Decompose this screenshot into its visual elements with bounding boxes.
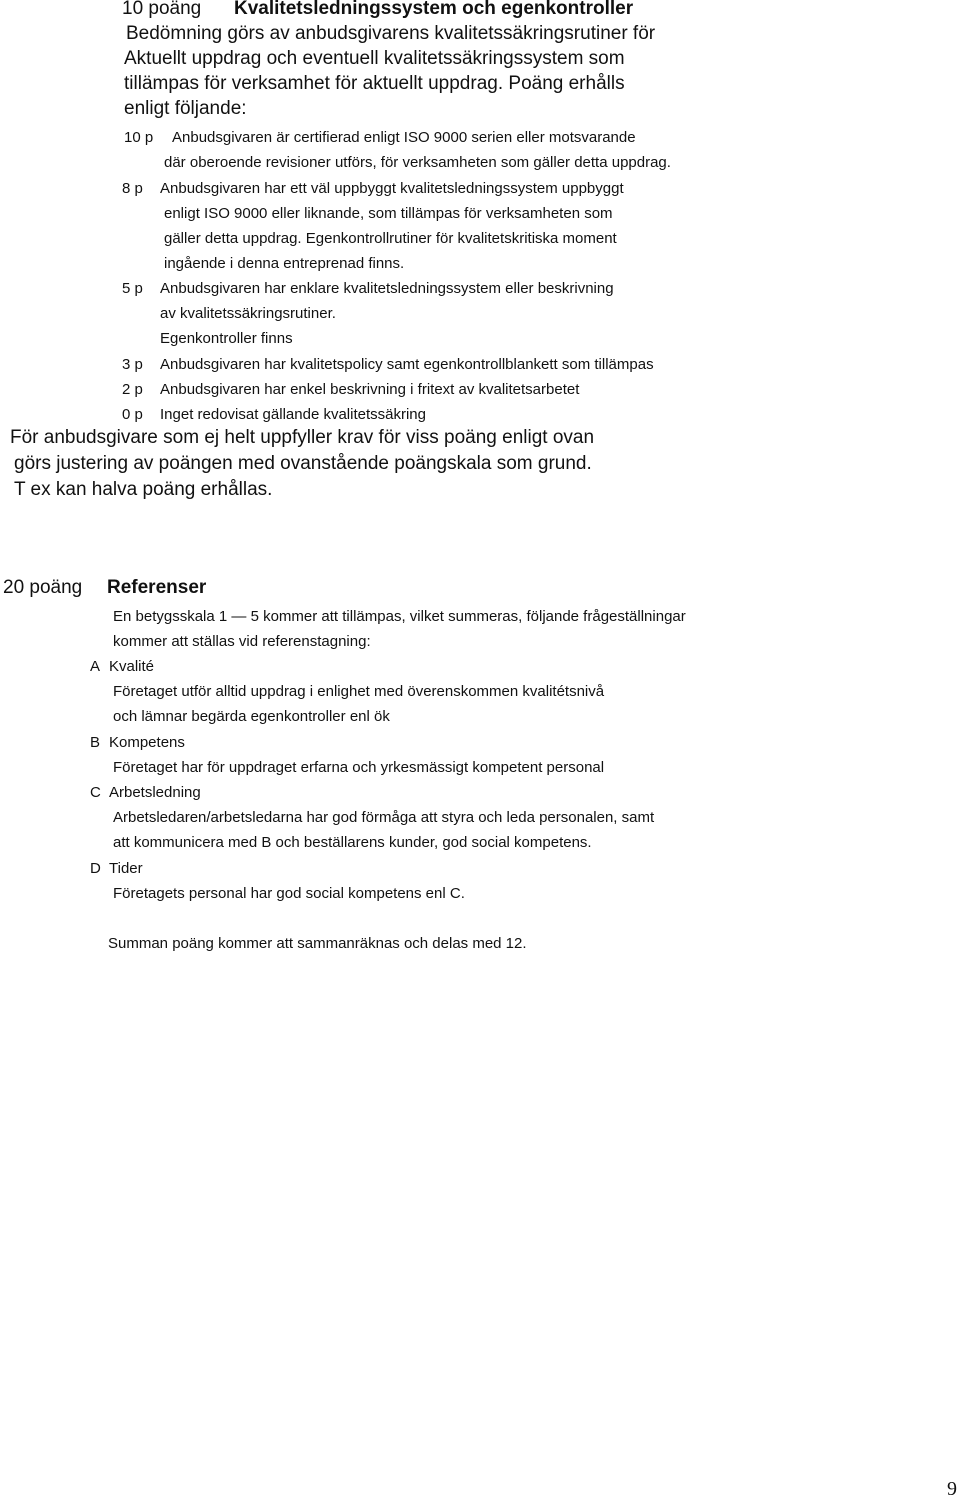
score-label: 5 p [122, 280, 143, 297]
intro-line: enligt följande: [124, 98, 247, 119]
score-label: 8 p [122, 180, 143, 197]
score-label: 10 p [124, 129, 154, 146]
score-label: 2 p [122, 381, 143, 398]
criterion-letter: A [90, 658, 101, 675]
score-text: ingående i denna entreprenad finns. [164, 255, 405, 272]
section-title: Kvalitetsledningssystem och egenkontroller [234, 0, 634, 19]
score-text: gäller detta uppdrag. Egenkontrollrutiner för kvalitetskritiska moment [164, 230, 617, 247]
score-text: Anbudsgivaren är certifierad enligt ISO 9000 serien eller motsvarande [172, 129, 636, 146]
intro-line: kommer att ställas vid referenstagning: [113, 633, 371, 650]
criterion-text: och lämnar begärda egenkontroller enl ök [113, 708, 390, 725]
score-text: av kvalitetssäkringsrutiner. [160, 305, 336, 322]
criterion-name: Tider [109, 860, 143, 877]
criterion-name: Kompetens [109, 734, 185, 751]
criterion-text: Företaget utför alltid uppdrag i enlighet med överenskommen kvalitétsnivå [113, 683, 605, 700]
score-text: Inget redovisat gällande kvalitetssäkring [160, 406, 426, 423]
adjustment-line: För anbudsgivare som ej helt uppfyller krav för viss poäng enligt ovan [10, 427, 595, 448]
intro-line: En betygsskala 1 — 5 kommer att tillämpas, vilket summeras, följande frågeställningar [113, 608, 686, 625]
score-text: Anbudsgivaren har enklare kvalitetsledningssystem eller beskrivning [160, 280, 614, 297]
score-text: enligt ISO 9000 eller liknande, som tillämpas för verksamheten som [164, 205, 613, 222]
score-text: där oberoende revisioner utförs, för verksamheten som gäller detta uppdrag. [164, 154, 671, 171]
score-text: Egenkontroller finns [160, 330, 293, 347]
adjustment-line: T ex kan halva poäng erhållas. [14, 479, 273, 500]
section-points: 10 poäng [122, 0, 202, 19]
criterion-letter: C [90, 784, 101, 801]
intro-line: Aktuellt uppdrag och eventuell kvalitetssäkringssystem som [124, 48, 625, 69]
criterion-text: Företaget har för uppdraget erfarna och yrkesmässigt kompetent personal [113, 759, 605, 776]
criterion-name: Arbetsledning [109, 784, 201, 801]
score-text: Anbudsgivaren har ett väl uppbyggt kvalitetsledningssystem uppbyggt [160, 180, 624, 197]
intro-line: tillämpas för verksamhet för aktuellt uppdrag. Poäng erhålls [124, 73, 625, 94]
criterion-text: Företagets personal har god social kompetens enl C. [113, 885, 465, 902]
summary-text: Summan poäng kommer att sammanräknas och delas med 12. [108, 935, 527, 952]
score-label: 3 p [122, 356, 143, 373]
criterion-text: Arbetsledaren/arbetsledarna har god förmåga att styra och leda personalen, samt [113, 809, 655, 826]
score-text: Anbudsgivaren har kvalitetspolicy samt egenkontrollblankett som tillämpas [160, 356, 654, 373]
score-text: Anbudsgivaren har enkel beskrivning i fritext av kvalitetsarbetet [160, 381, 580, 398]
section-title: Referenser [107, 577, 207, 598]
score-label: 0 p [122, 406, 143, 423]
page-number: 9 [947, 1478, 957, 1500]
intro-line: Bedömning görs av anbudsgivarens kvalitetssäkringsrutiner för [126, 23, 656, 44]
criterion-text: att kommunicera med B och beställarens kunder, god social kompetens. [113, 834, 592, 851]
adjustment-line: görs justering av poängen med ovanstående poängskala som grund. [14, 453, 592, 474]
criterion-letter: D [90, 860, 101, 877]
section-points: 20 poäng [3, 577, 83, 598]
criterion-letter: B [90, 734, 101, 751]
criterion-name: Kvalité [109, 658, 155, 675]
